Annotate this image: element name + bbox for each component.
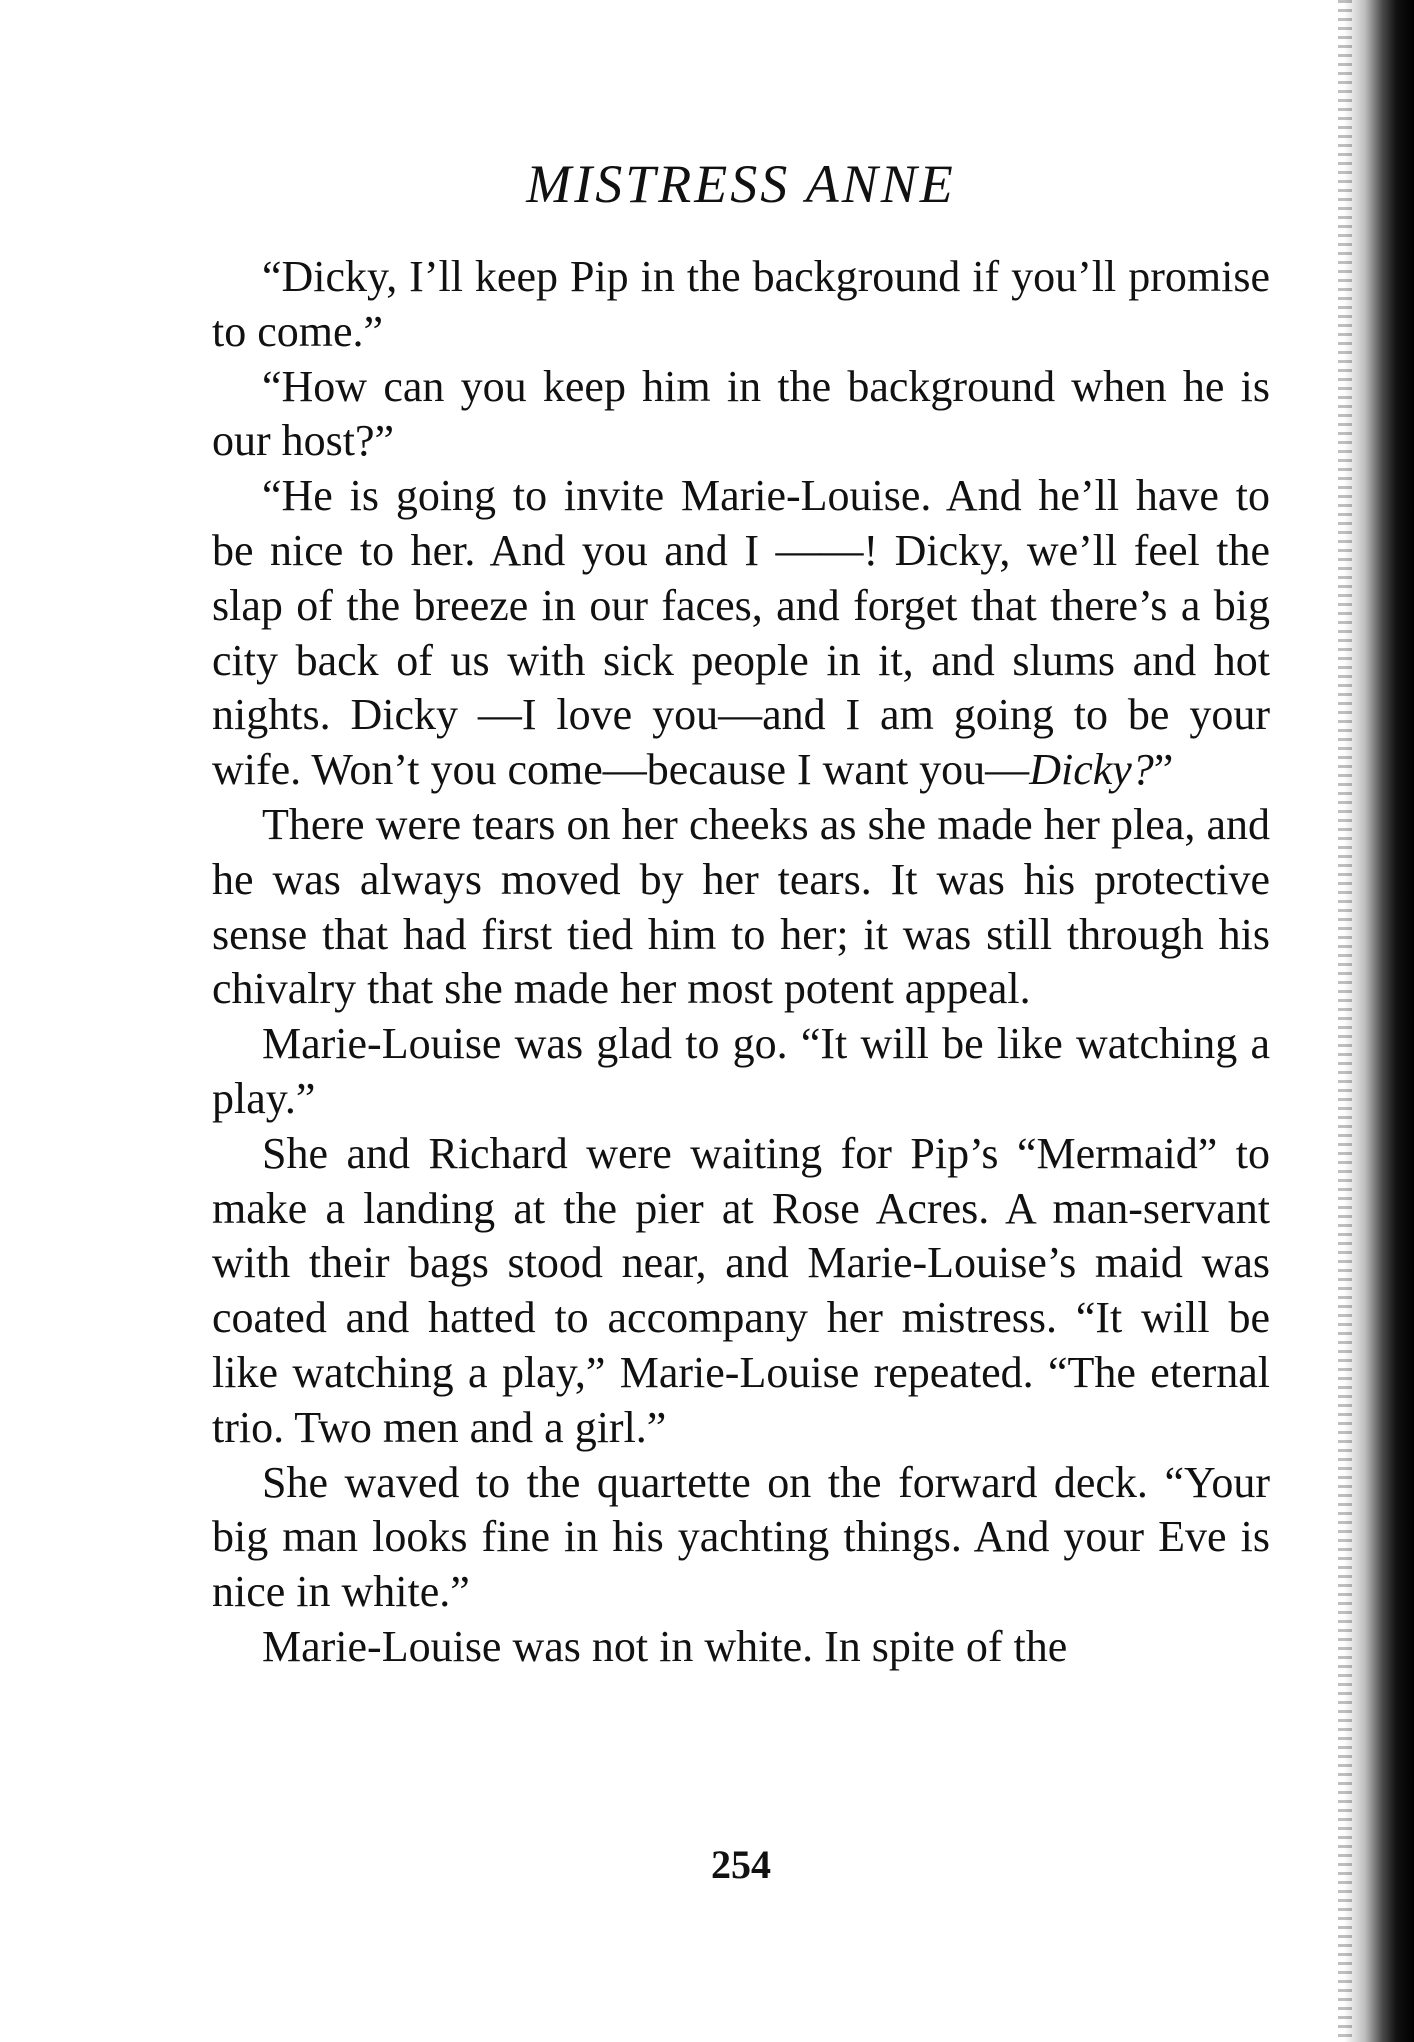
paragraph: “How can you keep him in the background when he is our host?” — [212, 361, 1270, 466]
emphasized-name: Dicky? — [1029, 745, 1154, 795]
body-text — [212, 250, 1270, 1675]
running-head-title: MISTRESS ANNE — [526, 154, 956, 214]
paragraph — [212, 469, 1270, 798]
paragraph-text: “He is going to invite Marie-Louise. And he’ll have to be nice to her. And you and I ——! Dicky, we’ll feel the slap of the breeze in our faces, and forget that there’s a big city back of us with sick people in it, and slums and hot nights. Dicky —I love you—and I am going to be your wife. Won’t you come—because I want you— — [212, 471, 1270, 795]
paragraph: “Dicky, I’ll keep Pip in the background if you’ll promise to come.” — [212, 252, 1270, 356]
paragraph: She waved to the quartette on the forward deck. “Your big man looks fine in his yachting things. And your Eve is nice in white.” — [212, 1457, 1270, 1617]
closing-quote: ” — [1153, 745, 1174, 795]
page-number: 254 — [711, 1842, 771, 1887]
paragraph: There were tears on her cheeks as she made her plea, and he was always moved by her tears. It was his protective sense that had first tied him to her; it was still through his chivalry that she made her most potent appeal. — [212, 799, 1270, 1014]
book-spine-shadow — [1344, 0, 1414, 2042]
paragraph: Marie-Louise was glad to go. “It will be like watching a play.” — [212, 1019, 1270, 1123]
paragraph: Marie-Louise was not in white. In spite of the — [262, 1621, 1068, 1671]
paragraph: She and Richard were waiting for Pip’s “Mermaid” to make a landing at the pier at Rose Acres. A man-servant with their bags stood near, and Marie-Louise’s maid was coated and hatted to accompany her mistress. “It will be like watching a play,” Marie-Louise repeated. “The eternal trio. Two men and a girl.” — [212, 1128, 1270, 1452]
book-spine-edge — [1338, 0, 1352, 2042]
